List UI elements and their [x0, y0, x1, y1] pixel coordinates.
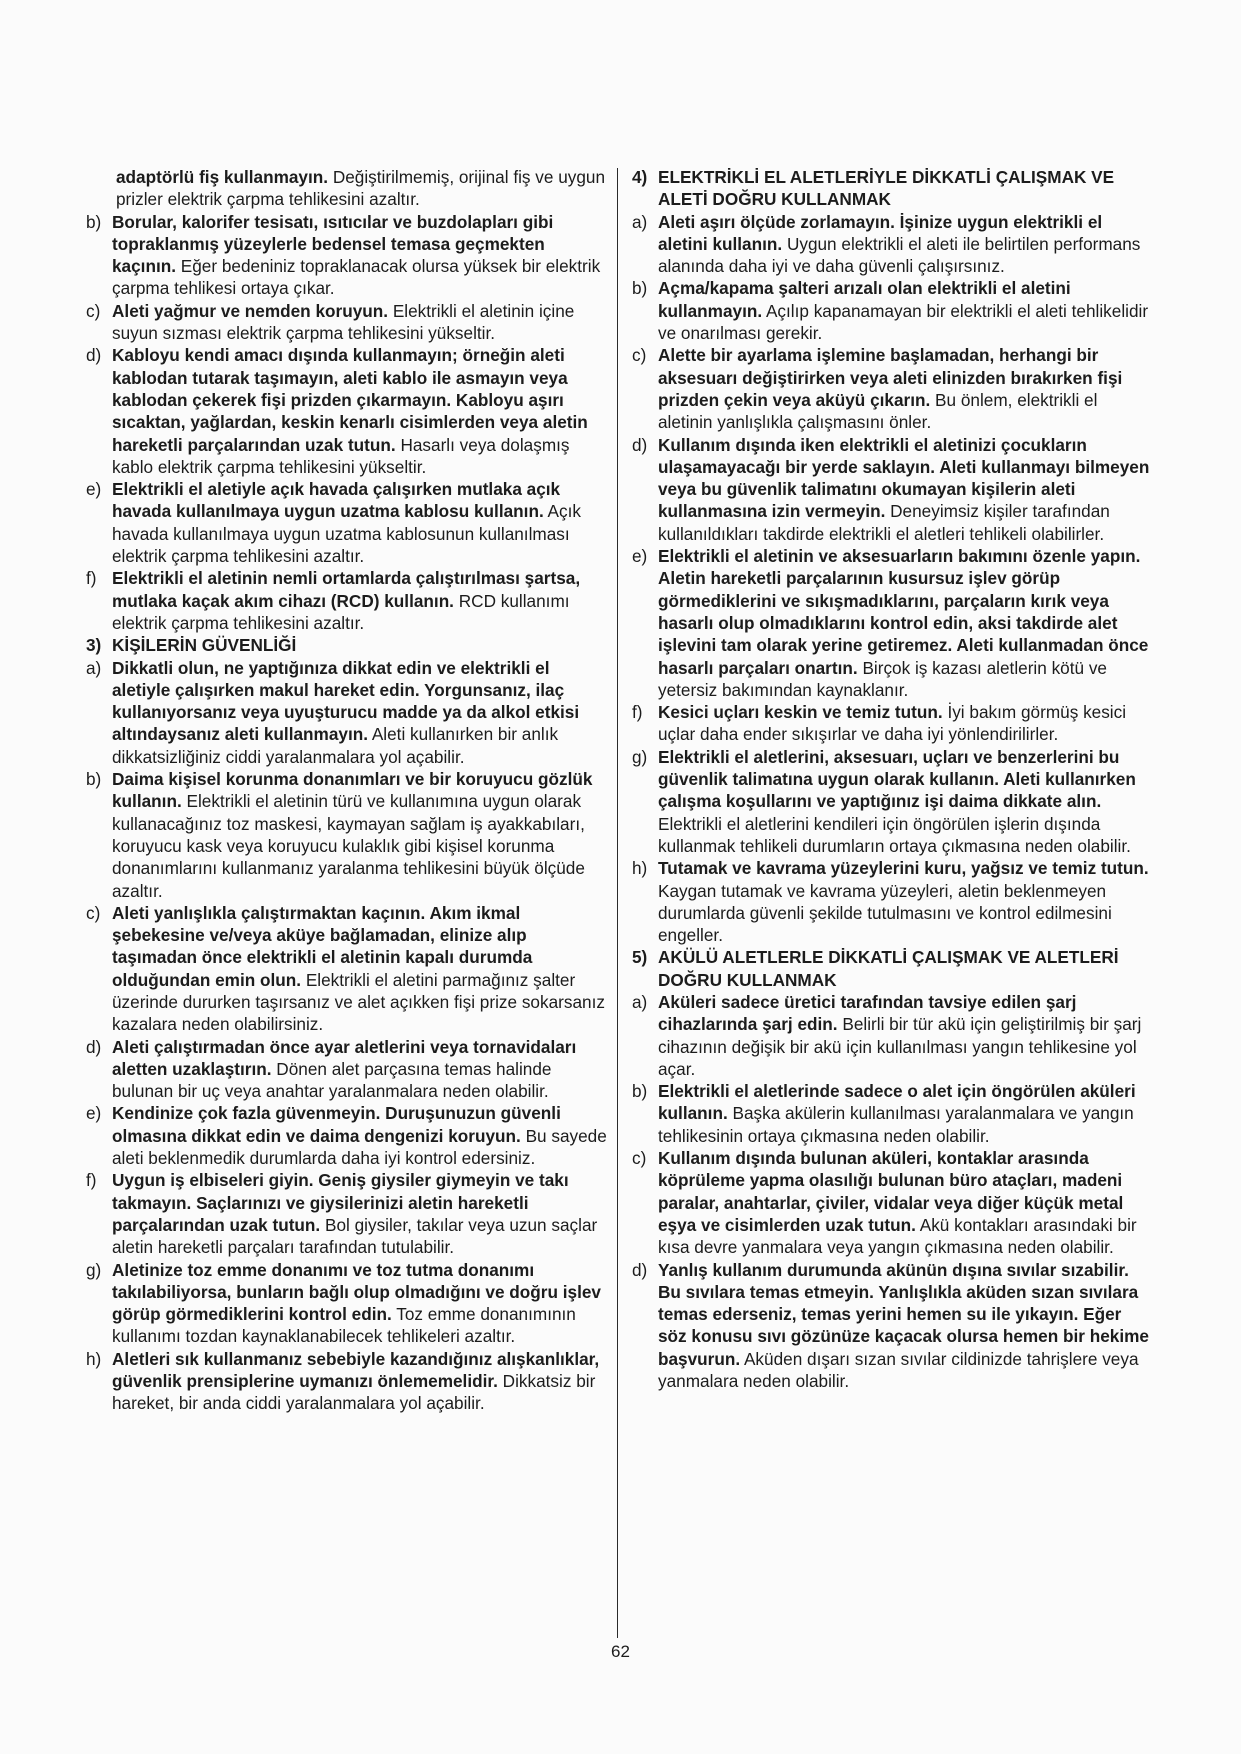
- section-title: KİŞİLERİN GÜVENLİĞİ: [112, 635, 297, 656]
- item-label: b): [86, 211, 102, 232]
- list-item: [628, 1080, 1154, 1147]
- item-label: c): [632, 345, 647, 366]
- item-label: f): [632, 702, 643, 723]
- section-number: 3): [86, 635, 102, 656]
- section-heading: [628, 946, 1154, 991]
- item-text: Dikkatsiz bir hareket, bir anda ciddi yaralanmalara yol açabilir.: [112, 1371, 596, 1414]
- item-bold: Tutamak ve kavrama yüzeylerini kuru, yağsız ve temiz tutun.: [658, 858, 1149, 879]
- page-number: 62: [611, 1642, 630, 1661]
- item-label: e): [86, 1103, 102, 1124]
- list-item: [628, 701, 1154, 746]
- list-item: [82, 567, 608, 634]
- list-item: [82, 902, 608, 1036]
- list-item: [82, 478, 608, 567]
- item-bold: Elektrikli el aletlerinde sadece o alet için öngörülen aküleri kullanın.: [658, 1081, 1136, 1124]
- item-text: Belirli bir tür akü için geliştirilmiş bir şarj cihazının değişik bir akü için kullanılması yangın tehlikesine yol açar.: [658, 1014, 1142, 1079]
- list-item: [628, 211, 1154, 278]
- intro-text: Değiştirilmemiş, orijinal fiş ve uygun prizler elektrik çarpma tehlikesini azaltır.: [116, 167, 606, 210]
- item-text: Akü kontakları arasındaki bir kısa devre yanmalara veya yangın çıkmasına neden olabilir.: [658, 1214, 1137, 1258]
- item-text: Başka akülerin kullanılması yaralanmalara ve yangın tehlikesinin ortaya çıkmasına neden olabilir.: [658, 1103, 1134, 1146]
- item-text: Elektrikli el aletinin içine suyun sızması elektrik çarpma tehlikesini yükseltir.: [112, 300, 575, 344]
- item-text: Açık havada kullanılmaya uygun uzatma kablosunun kullanılması elektrik çarpma tehlikesini azaltır.: [112, 501, 581, 567]
- list-item: [628, 991, 1154, 1080]
- item-bold: Kendinize çok fazla güvenmeyin. Duruşunuzun güvenli olmasına dikkat edin ve daima dengenizi koruyun.: [112, 1103, 561, 1146]
- item-bold: Aletleri sık kullanmanız sebebiyle kazandığınız alışkanlıklar, güvenlik prensiplerine uymanızı önlememelidir.: [112, 1348, 600, 1392]
- list-item: [628, 545, 1154, 701]
- item-label: a): [632, 991, 648, 1012]
- list-item: [82, 211, 608, 300]
- item-text: Bol giysiler, takılar veya uzun saçlar aletin hareketli parçaları tarafından tutulabilir.: [112, 1214, 598, 1258]
- list-item: [628, 344, 1154, 433]
- item-bold: Yanlış kullanım durumunda akünün dışına sıvılar sızabilir. Bu sıvılara temas etmeyin. Yanlışlıkla aküden sızan sıvılara temas ederseniz, temas yerini hemen su ile yıkayın. Eğer söz konusu sıvı gözünüze kaçacak olursa hemen bir hekime başvurun.: [658, 1259, 1149, 1369]
- item-bold: Alette bir ayarlama işlemine başlamadan, herhangi bir aksesuarı değiştirirken veya aleti elinizden bırakırken fişi prizden çekin veya aküyü çıkarın.: [658, 345, 1123, 410]
- list-item: [82, 1259, 608, 1348]
- item-label: c): [632, 1148, 647, 1169]
- item-bold: Aleti yağmur ve nemden koruyun.: [112, 300, 389, 321]
- item-bold: Elektrikli el aletiyle açık havada çalışırken mutlaka açık havada kullanılmaya uygun uzatma kablosu kullanın.: [112, 479, 561, 522]
- item-label: a): [86, 657, 102, 678]
- item-bold: Aleti aşırı ölçüde zorlamayın. İşinize uygun elektrikli el aletini kullanın.: [658, 211, 1103, 254]
- list-item: [82, 344, 608, 478]
- list-item: [628, 1147, 1154, 1258]
- section-heading: [82, 634, 608, 656]
- item-text: RCD kullanımı elektrik çarpma tehlikesini azaltır.: [112, 590, 570, 633]
- list-item: [628, 746, 1154, 857]
- item-bold: Elektrikli el aletlerini, aksesuarı, uçları ve benzerlerini bu güvenlik talimatına uygun olarak kullanın. Aleti kullanırken çalışma koşullarını ve yaptığınız işi daima dikkate alın.: [658, 746, 1136, 812]
- item-bold: Kullanım dışında bulunan aküleri, kontaklar arasında köprüleme yapma olasılığı bulunan büro ataçları, madeni paralar, anahtarlar, çiviler, vidalar veya diğer küçük metal eşya ve cisimlerden uzak tutun.: [658, 1148, 1124, 1235]
- item-bold: Kabloyu kendi amacı dışında kullanmayın; örneğin aleti kablodan tutarak taşımayın, aleti kablo ile asmayın veya kablodan çekerek fişi prizden çıkarmayın. Kabloyu aşırı sıcaktan, yağlardan, keskin kenarlı cisimlerden veya aletin hareketli parçalarından uzak tutun.: [112, 345, 588, 455]
- item-bold: Uygun iş elbiseleri giyin. Geniş giysiler giymeyin ve takı takmayın. Saçlarınızı ve giysilerinizi aletin hareketli parçalarından uzak tutun.: [112, 1170, 569, 1235]
- item-bold: Dikkatli olun, ne yaptığınıza dikkat edin ve elektrikli el aletiyle çalışırken makul hareket edin. Yorgunsanız, ilaç kullanıyorsanız veya uyuşturucu madde ya da alkol etkisi altındaysanız aleti kullanmayın.: [112, 657, 580, 745]
- item-text: Bu önlem, elektrikli el aletinin yanlışlıkla çalışmasını önler.: [658, 389, 1098, 433]
- list-item: [628, 1259, 1154, 1393]
- item-label: d): [86, 345, 102, 366]
- item-bold: Elektrikli el aletinin nemli ortamlarda çalıştırılması şartsa, mutlaka kaçak akım cihazı (RCD) kullanın.: [112, 568, 581, 611]
- item-label: e): [86, 479, 102, 500]
- item-text: Kaygan tutamak ve kavrama yüzeyleri, aletin beklenmeyen durumlarda güvenli şekilde tutulmasını ve kontrol edilmesini engeller.: [658, 880, 1112, 946]
- item-bold: Kullanım dışında iken elektrikli el aletinizi çocukların ulaşamayacağı bir yerde saklayın. Aleti kullanmayı bilmeyen veya bu güvenlik talimatını okumayan kişilerin aleti kullanmasına izin vermeyin.: [658, 434, 1150, 522]
- item-bold: Aleti çalıştırmadan önce ayar aletlerini veya tornavidaları aletten uzaklaştırın.: [112, 1036, 577, 1079]
- item-text: Eğer bedeniniz topraklanacak olursa yüksek bir elektrik çarpma tehlikesi ortaya çıkar.: [112, 256, 601, 299]
- item-text: Elektrikli el aletlerini kendileri için öngörülen işlerin dışında kullanmak tehlikeli durumların ortaya çıkmasına neden olabilir.: [658, 813, 1131, 856]
- column-divider: [617, 168, 618, 1638]
- list-item: [82, 1169, 608, 1258]
- item-label: d): [632, 434, 648, 455]
- item-label: h): [86, 1348, 102, 1369]
- item-text: Aleti kullanırken bir anlık dikkatsizliğiniz ciddi yaralanmalara yol açabilir.: [112, 724, 559, 767]
- item-label: c): [86, 300, 101, 321]
- item-bold: Aküleri sadece üretici tarafından tavsiye edilen şarj cihazlarında şarj edin.: [658, 991, 1077, 1035]
- item-text: Birçok iş kazası aletlerin kötü ve yetersiz bakımından kaynaklanır.: [658, 657, 1107, 700]
- item-label: b): [632, 278, 648, 299]
- intro-bold: adaptörlü fiş kullanmayın.: [116, 167, 329, 187]
- item-label: d): [632, 1259, 648, 1280]
- item-label: f): [86, 1170, 97, 1191]
- item-bold: Aleti yanlışlıkla çalıştırmaktan kaçının. Akım ikmal şebekesine ve/veya aküye bağlamadan, elinize alıp taşımadan önce elektrikli el aletinin kapalı durumda olduğundan emin olun.: [112, 902, 533, 990]
- item-text: Toz emme donanımının kullanımı tozdan kaynaklanabilecek tehlikeleri azaltır.: [112, 1304, 576, 1347]
- item-text: Uygun elektrikli el aleti ile belirtilen performans alanında daha iyi ve daha güvenli çalışırsınız.: [658, 233, 1141, 277]
- item-label: f): [86, 568, 97, 589]
- item-bold: Elektrikli el aletinin ve aksesuarların bakımını özenle yapın. Aletin hareketli parçalarının kusursuz işlev görüp görmediklerini ve sıkışmadıklarını, parçaların kırık veya hasarlı olup olmadıklarını kontrol edin, aksi takdirde alet işlevini tam olarak yerine getiremez. Aleti kullanmadan önce hasarlı parçaları onartın.: [658, 546, 1149, 678]
- item-text: Hasarlı veya dolaşmış kablo elektrik çarpma tehlikesini yükseltir.: [112, 434, 570, 477]
- item-bold: Borular, kalorifer tesisatı, ısıtıcılar ve buzdolapları gibi topraklanmış yüzeylerle bedensel temasa geçmekten kaçının.: [112, 211, 554, 277]
- item-label: e): [632, 546, 648, 567]
- item-text: Deneyimsiz kişiler tarafından kullanıldıkları takdirde elektrikli el aletleri tehlikeli olabilirler.: [658, 501, 1110, 544]
- section-number: 4): [632, 167, 648, 187]
- item-label: g): [86, 1259, 102, 1280]
- item-label: b): [632, 1081, 648, 1102]
- section-heading: [628, 166, 1154, 211]
- item-text: Aküden dışarı sızan sıvılar cildinizde tahrişlere veya yanmalara neden olabilir.: [658, 1348, 1139, 1392]
- list-item: [628, 434, 1154, 545]
- list-item: [82, 657, 608, 768]
- item-bold: Aletinize toz emme donanımı ve toz tutma donanımı takılabiliyorsa, bunların bağlı olup olmadığını ve doğru işlev görüp görmediklerini kontrol edin.: [112, 1259, 601, 1325]
- list-item: [82, 1348, 608, 1415]
- list-item: [628, 857, 1154, 946]
- item-label: a): [632, 211, 648, 232]
- list-item: [628, 277, 1154, 344]
- list-item: [82, 300, 608, 345]
- item-text: Bu sayede aleti beklenmedik durumlarda daha iyi kontrol edersiniz.: [112, 1125, 607, 1169]
- item-text: Dönen alet parçasına temas halinde bulunan bir uç veya anahtar yaralanmalara neden olabilir.: [112, 1058, 552, 1102]
- list-item: [82, 768, 608, 902]
- list-item: [82, 1102, 608, 1169]
- item-bold: Kesici uçları keskin ve temiz tutun.: [658, 702, 943, 723]
- item-bold: Açma/kapama şalteri arızalı olan elektrikli el aletini kullanmayın.: [658, 278, 1071, 321]
- item-text: Açılıp kapanamayan bir elektrikli el aleti tehlikelidir ve onarılması gerekir.: [658, 300, 1149, 344]
- item-bold: Daima kişisel korunma donanımları ve bir koruyucu gözlük kullanın.: [112, 769, 593, 812]
- section-title: ELEKTRİKLİ EL ALETLERİYLE DİKKATLİ ÇALIŞMAK VE ALETİ DOĞRU KULLANMAK: [658, 167, 1115, 210]
- item-label: b): [86, 769, 102, 790]
- left-column: [82, 166, 608, 1415]
- list-item: [82, 1036, 608, 1103]
- item-label: c): [86, 902, 101, 923]
- item-text: Elektrikli el aletinin türü ve kullanımına uygun olarak kullanacağınız toz maskesi, kaymayan sağlam iş ayakkabıları, koruyucu kask veya koruyucu kulaklık gibi kişisel korunma donanımlarını kullanmanız yaralanma tehlikesini büyük ölçüde azaltır.: [112, 791, 585, 901]
- item-label: g): [632, 746, 648, 767]
- item-label: h): [632, 858, 648, 879]
- section-title: AKÜLÜ ALETLERLE DİKKATLİ ÇALIŞMAK VE ALETLERİ DOĞRU KULLANMAK: [658, 947, 1119, 990]
- right-column: [628, 166, 1154, 1392]
- item-text: Elektrikli el aletini parmağınız şalter üzerinde dururken taşırsanız ve alet açıkken fişi prize sokarsanız kazalara neden olabilirsiniz.: [112, 969, 605, 1035]
- intro-paragraph: [82, 166, 608, 211]
- item-text: İyi bakım görmüş kesici uçlar daha ender sıkışırlar ve daha iyi yönlendirilirler.: [658, 702, 1127, 745]
- item-label: d): [86, 1036, 102, 1057]
- section-number: 5): [632, 947, 648, 968]
